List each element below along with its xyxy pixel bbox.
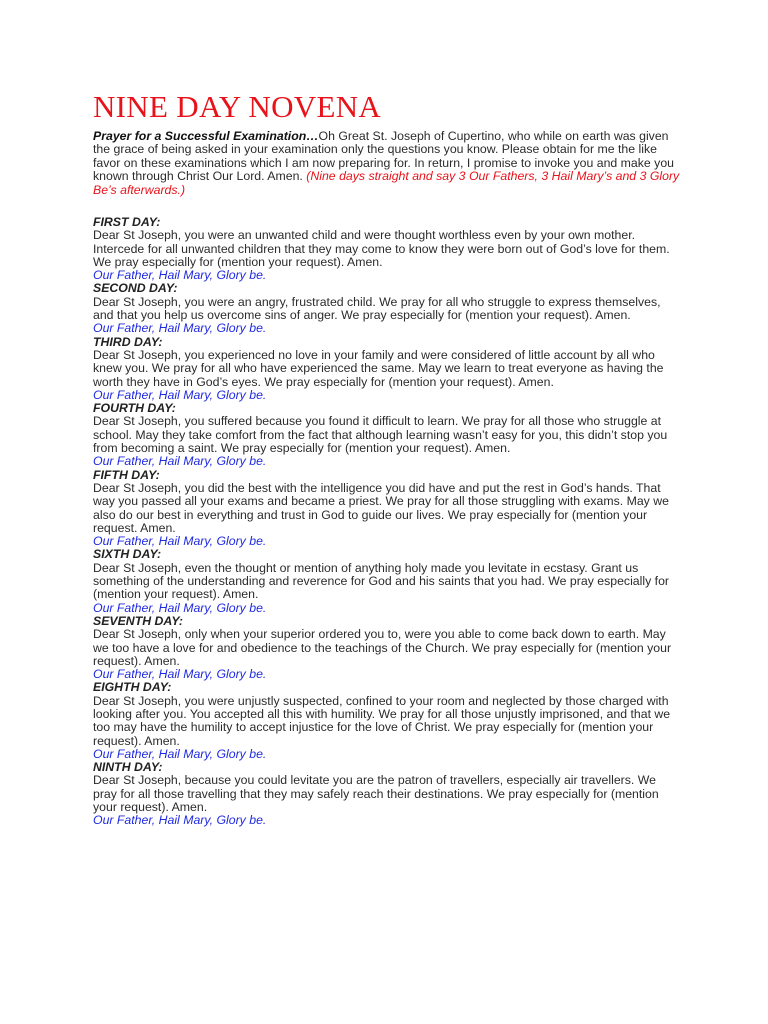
day-text: Dear St Joseph, you were an unwanted child and were thought worthless even by your own mother. Intercede for all unwanted children that they may come to know they were born out of God’s love for them. We pray especially for (mention your request). Amen. (93, 228, 670, 269)
day-heading: FOURTH DAY: (93, 401, 176, 416)
day-heading: THIRD DAY: (93, 334, 163, 349)
day-text: Dear St Joseph, you experienced no love in your family and were considered of little account by all who knew you. We pray for all who have experienced the same. May we learn to treat everyone as having the worth they have in God’s eyes. We pray especially for (mention your request). Amen. (93, 347, 664, 389)
page-title: NINE DAY NOVENA (93, 89, 382, 124)
day-heading: EIGHTH DAY: (93, 680, 172, 695)
intro-note: (Nine days straight and say 3 Our Fathers, 3 Hail Mary’s and 3 Glory Be’s afterwards.) (93, 169, 680, 197)
day-prayer: Our Father, Hail Mary, Glory be. (93, 746, 267, 761)
day-text: Dear St Joseph, you suffered because you found it difficult to learn. We pray for all those who struggle at school. May they take comfort from the fact that although learning wasn’t easy for you, this didn’t stop you from becoming a saint. We pray especially for (mention your request). Amen. (93, 414, 668, 456)
day-heading: NINTH DAY: (93, 760, 163, 775)
day-section (93, 216, 683, 282)
day-section (93, 615, 683, 681)
day-text: Dear St Joseph, because you could levitate you are the patron of travellers, especially air travellers. We pray for all those travelling that they may safely reach their destinations. We pray especially for (mention your request). Amen. (93, 773, 659, 815)
day-heading: SECOND DAY: (93, 281, 178, 296)
day-text: Dear St Joseph, you were an angry, frustrated child. We pray for all who struggle to express themselves, and that you help us overcome sins of anger. We pray especially for (mention your request). Amen. (93, 294, 661, 323)
day-heading: SIXTH DAY: (93, 547, 162, 562)
day-section (93, 282, 683, 335)
intro-paragraph (93, 130, 683, 197)
day-prayer: Our Father, Hail Mary, Glory be. (93, 600, 267, 615)
day-heading: SEVENTH DAY: (93, 613, 183, 628)
intro-lead: Prayer for a Successful Examination… (93, 129, 319, 143)
day-section (93, 681, 683, 761)
day-section (93, 336, 683, 402)
day-prayer: Our Father, Hail Mary, Glory be. (93, 813, 267, 828)
day-section (93, 469, 683, 549)
day-section (93, 548, 683, 614)
day-text: Dear St Joseph, you did the best with the intelligence you did have and put the rest in God’s hands. That way you passed all your exams and became a priest. We pray for all those struggling with exams. May we also do our best in everything and trust in God to guide our lives. We pray especially for (mention your request. Amen. (93, 480, 669, 535)
day-prayer: Our Father, Hail Mary, Glory be. (93, 454, 267, 469)
day-text: Dear St Joseph, you were unjustly suspected, confined to your room and neglected by those charged with looking after you. You accepted all this with humility. We pray for all those unjustly imprisoned, and that we too may have the humility to accept injustice for the love of Christ. We pray especially for (mention your request). Amen. (93, 693, 671, 748)
day-section (93, 402, 683, 468)
day-prayer: Our Father, Hail Mary, Glory be. (93, 534, 267, 549)
novena-days (93, 216, 683, 828)
day-prayer: Our Father, Hail Mary, Glory be. (93, 268, 267, 283)
day-heading: FIRST DAY: (93, 215, 161, 229)
day-text: Dear St Joseph, even the thought or mention of anything holy made you levitate in ecstasy. Grant us something of the understanding and reverence for God and his saints that you had. We pray especially for (mention your request). Amen. (93, 560, 670, 602)
intro-body: Oh Great St. Joseph of Cupertino, who while on earth was given the grace of being asked in your examination only the questions you know. Please obtain for me the like favor on these examinations which I am now preparing for. In return, I promise to invoke you and make you known through Christ Our Lord. Amen. (93, 129, 674, 184)
day-prayer: Our Father, Hail Mary, Glory be. (93, 667, 267, 682)
day-heading: FIFTH DAY: (93, 467, 160, 482)
day-section (93, 761, 683, 827)
day-prayer: Our Father, Hail Mary, Glory be. (93, 387, 267, 402)
day-text: Dear St Joseph, only when your superior ordered you to, were you able to come back down to earth. May we too have a love for and obedience to the teachings of the Church. We pray especially for (mention your request). Amen. (93, 627, 672, 668)
day-prayer: Our Father, Hail Mary, Glory be. (93, 321, 267, 336)
